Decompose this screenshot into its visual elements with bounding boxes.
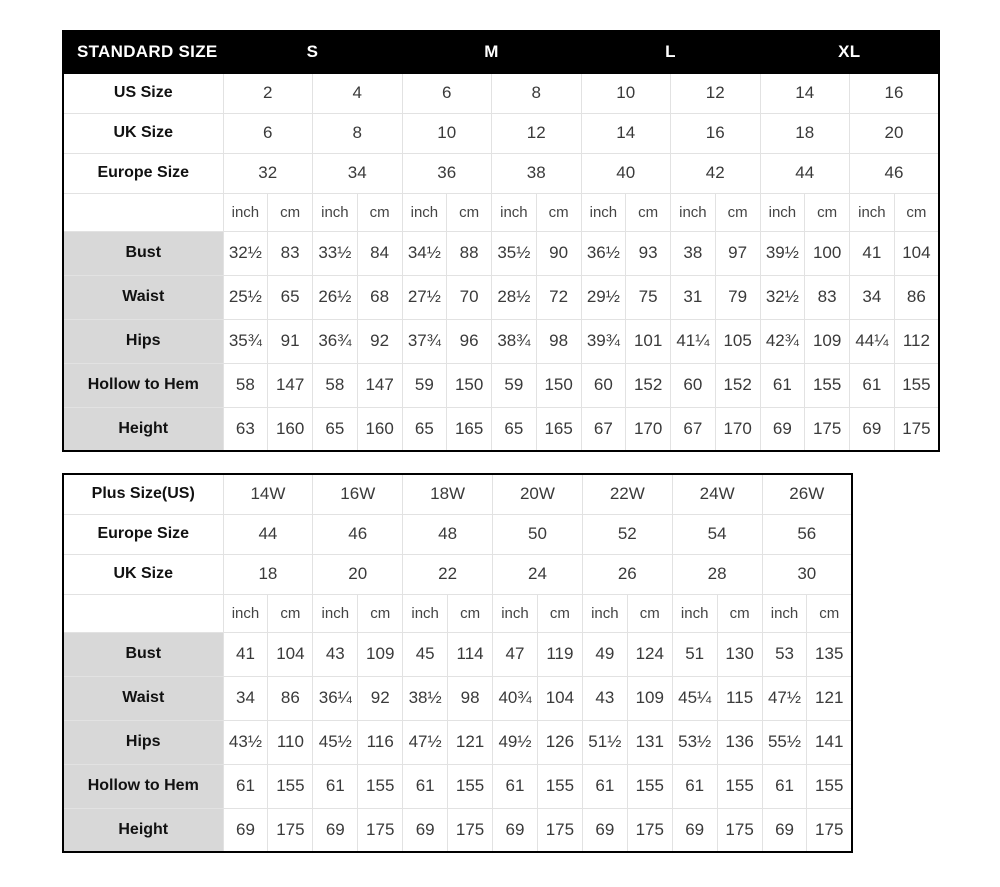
measurement-value: 130 (717, 632, 762, 676)
measurement-value: 83 (805, 275, 850, 319)
measurement-value: 34 (223, 676, 268, 720)
size-value: 50 (493, 514, 583, 554)
size-value: 6 (402, 73, 492, 113)
unit-cm-label: cm (627, 594, 672, 632)
size-value: 32 (223, 153, 313, 193)
size-value: 28 (672, 554, 762, 594)
unit-inch-label: inch (223, 594, 268, 632)
measurement-value: 70 (447, 275, 492, 319)
row-label: UK Size (63, 554, 223, 594)
measurement-value: 32½ (223, 231, 268, 275)
size-value: 26 (582, 554, 672, 594)
size-value: 46 (313, 514, 403, 554)
unit-inch-label: inch (850, 193, 895, 231)
measurement-value: 84 (357, 231, 402, 275)
size-row (63, 514, 852, 554)
size-value: 16 (671, 113, 761, 153)
empty-corner-cell (63, 193, 223, 231)
unit-inch-label: inch (313, 193, 358, 231)
measurement-value: 69 (760, 407, 805, 451)
measurement-value: 98 (536, 319, 581, 363)
measurement-label: Hips (63, 319, 223, 363)
measurement-value: 175 (894, 407, 939, 451)
size-value: 52 (582, 514, 672, 554)
measurement-value: 121 (807, 676, 852, 720)
measurement-value: 79 (715, 275, 760, 319)
size-group-header: M (402, 31, 581, 73)
measurement-value: 36¾ (313, 319, 358, 363)
measurement-value: 61 (760, 363, 805, 407)
size-group-header: XL (760, 31, 939, 73)
measurement-value: 31 (671, 275, 716, 319)
measurement-value: 59 (402, 363, 447, 407)
measurement-value: 61 (493, 764, 538, 808)
measurement-row (63, 319, 939, 363)
measurement-value: 63 (223, 407, 268, 451)
measurement-value: 53½ (672, 720, 717, 764)
unit-inch-label: inch (760, 193, 805, 231)
measurement-value: 97 (715, 231, 760, 275)
measurement-value: 155 (807, 764, 852, 808)
measurement-row (63, 632, 852, 676)
unit-inch-label: inch (492, 193, 537, 231)
measurement-value: 69 (672, 808, 717, 852)
measurement-value: 147 (357, 363, 402, 407)
size-value: 10 (402, 113, 492, 153)
plus-size-table (62, 473, 853, 853)
measurement-value: 27½ (402, 275, 447, 319)
measurement-value: 65 (313, 407, 358, 451)
measurement-value: 96 (447, 319, 492, 363)
measurement-value: 69 (850, 407, 895, 451)
size-value: 6 (223, 113, 313, 153)
measurement-value: 175 (537, 808, 582, 852)
row-label: UK Size (63, 113, 223, 153)
measurement-value: 34 (850, 275, 895, 319)
measurement-value: 104 (894, 231, 939, 275)
measurement-value: 155 (627, 764, 672, 808)
measurement-row (63, 676, 852, 720)
measurement-value: 109 (627, 676, 672, 720)
measurement-value: 75 (626, 275, 671, 319)
size-value: 24W (672, 474, 762, 514)
measurement-value: 61 (313, 764, 358, 808)
unit-cm-label: cm (448, 594, 493, 632)
unit-cm-label: cm (536, 193, 581, 231)
measurement-value: 47½ (403, 720, 448, 764)
size-value: 14W (223, 474, 313, 514)
measurement-value: 155 (268, 764, 313, 808)
size-value: 8 (492, 73, 582, 113)
size-value: 18W (403, 474, 493, 514)
size-value: 38 (492, 153, 582, 193)
unit-cm-label: cm (894, 193, 939, 231)
measurement-value: 126 (537, 720, 582, 764)
measurement-row (63, 764, 852, 808)
measurement-value: 175 (358, 808, 403, 852)
measurement-value: 61 (223, 764, 268, 808)
measurement-value: 141 (807, 720, 852, 764)
measurement-value: 61 (762, 764, 807, 808)
size-value: 54 (672, 514, 762, 554)
measurement-value: 41¼ (671, 319, 716, 363)
measurement-value: 47½ (762, 676, 807, 720)
measurement-value: 86 (894, 275, 939, 319)
measurement-value: 121 (448, 720, 493, 764)
size-value: 2 (223, 73, 313, 113)
measurement-value: 35¾ (223, 319, 268, 363)
measurement-value: 155 (358, 764, 403, 808)
size-value: 40 (581, 153, 671, 193)
measurement-value: 165 (536, 407, 581, 451)
measurement-label: Height (63, 407, 223, 451)
measurement-value: 155 (537, 764, 582, 808)
measurement-value: 92 (357, 319, 402, 363)
measurement-value: 155 (894, 363, 939, 407)
measurement-row (63, 720, 852, 764)
measurement-value: 104 (537, 676, 582, 720)
measurement-value: 61 (850, 363, 895, 407)
measurement-value: 32½ (760, 275, 805, 319)
measurement-value: 51½ (582, 720, 627, 764)
measurement-value: 155 (805, 363, 850, 407)
measurement-value: 67 (671, 407, 716, 451)
size-value: 22 (403, 554, 493, 594)
unit-cm-label: cm (805, 193, 850, 231)
unit-cm-label: cm (268, 193, 313, 231)
size-value: 34 (313, 153, 403, 193)
measurement-value: 65 (492, 407, 537, 451)
measurement-value: 170 (715, 407, 760, 451)
measurement-value: 61 (403, 764, 448, 808)
measurement-value: 83 (268, 231, 313, 275)
size-value: 44 (223, 514, 313, 554)
row-label: US Size (63, 73, 223, 113)
size-value: 36 (402, 153, 492, 193)
unit-inch-label: inch (223, 193, 268, 231)
measurement-value: 51 (672, 632, 717, 676)
measurement-value: 43 (582, 676, 627, 720)
measurement-value: 92 (358, 676, 403, 720)
measurement-value: 38 (671, 231, 716, 275)
unit-cm-label: cm (807, 594, 852, 632)
measurement-value: 175 (805, 407, 850, 451)
measurement-value: 69 (403, 808, 448, 852)
size-value: 16 (850, 73, 940, 113)
measurement-value: 105 (715, 319, 760, 363)
size-row (63, 554, 852, 594)
measurement-value: 60 (671, 363, 716, 407)
unit-inch-label: inch (493, 594, 538, 632)
measurement-value: 67 (581, 407, 626, 451)
size-row (63, 113, 939, 153)
measurement-value: 101 (626, 319, 671, 363)
measurement-row (63, 231, 939, 275)
measurement-value: 36½ (581, 231, 626, 275)
measurement-value: 175 (448, 808, 493, 852)
size-value: 12 (671, 73, 761, 113)
measurement-value: 124 (627, 632, 672, 676)
measurement-value: 49½ (493, 720, 538, 764)
measurement-value: 155 (717, 764, 762, 808)
measurement-value: 41 (850, 231, 895, 275)
measurement-label: Hips (63, 720, 223, 764)
row-label: Plus Size(US) (63, 474, 223, 514)
size-value: 18 (760, 113, 850, 153)
unit-cm-label: cm (717, 594, 762, 632)
measurement-value: 44¼ (850, 319, 895, 363)
size-value: 10 (581, 73, 671, 113)
unit-inch-label: inch (402, 193, 447, 231)
measurement-value: 35½ (492, 231, 537, 275)
size-value: 12 (492, 113, 582, 153)
measurement-label: Waist (63, 275, 223, 319)
measurement-value: 104 (268, 632, 313, 676)
size-value: 20 (313, 554, 403, 594)
measurement-value: 45½ (313, 720, 358, 764)
measurement-value: 69 (313, 808, 358, 852)
measurement-value: 170 (626, 407, 671, 451)
measurement-value: 165 (447, 407, 492, 451)
size-value: 20 (850, 113, 940, 153)
measurement-value: 61 (672, 764, 717, 808)
measurement-label: Waist (63, 676, 223, 720)
measurement-value: 69 (582, 808, 627, 852)
size-value: 16W (313, 474, 403, 514)
measurement-row (63, 275, 939, 319)
size-row (63, 153, 939, 193)
header-title: STANDARD SIZE (63, 31, 223, 73)
size-value: 8 (313, 113, 403, 153)
size-row (63, 474, 852, 514)
unit-inch-label: inch (581, 193, 626, 231)
measurement-value: 38¾ (492, 319, 537, 363)
measurement-value: 175 (627, 808, 672, 852)
size-value: 56 (762, 514, 852, 554)
measurement-value: 42¾ (760, 319, 805, 363)
unit-inch-label: inch (762, 594, 807, 632)
measurement-value: 147 (268, 363, 313, 407)
unit-row (63, 193, 939, 231)
measurement-value: 69 (762, 808, 807, 852)
size-value: 42 (671, 153, 761, 193)
measurement-value: 119 (537, 632, 582, 676)
unit-cm-label: cm (268, 594, 313, 632)
unit-cm-label: cm (715, 193, 760, 231)
measurement-label: Hollow to Hem (63, 764, 223, 808)
measurement-value: 91 (268, 319, 313, 363)
size-value: 30 (762, 554, 852, 594)
measurement-value: 39½ (760, 231, 805, 275)
measurement-value: 38½ (403, 676, 448, 720)
unit-cm-label: cm (447, 193, 492, 231)
measurement-value: 26½ (313, 275, 358, 319)
size-value: 22W (582, 474, 672, 514)
unit-row (63, 594, 852, 632)
size-group-header: S (223, 31, 402, 73)
measurement-value: 58 (223, 363, 268, 407)
measurement-value: 33½ (313, 231, 358, 275)
measurement-value: 43 (313, 632, 358, 676)
measurement-value: 41 (223, 632, 268, 676)
measurement-value: 110 (268, 720, 313, 764)
measurement-value: 150 (447, 363, 492, 407)
measurement-row (63, 363, 939, 407)
size-value: 44 (760, 153, 850, 193)
measurement-value: 58 (313, 363, 358, 407)
measurement-value: 36¼ (313, 676, 358, 720)
measurement-value: 115 (717, 676, 762, 720)
measurement-value: 25½ (223, 275, 268, 319)
unit-cm-label: cm (626, 193, 671, 231)
measurement-value: 114 (448, 632, 493, 676)
measurement-value: 150 (536, 363, 581, 407)
measurement-value: 175 (268, 808, 313, 852)
measurement-value: 160 (268, 407, 313, 451)
unit-inch-label: inch (672, 594, 717, 632)
measurement-value: 100 (805, 231, 850, 275)
measurement-value: 61 (582, 764, 627, 808)
measurement-value: 53 (762, 632, 807, 676)
unit-cm-label: cm (537, 594, 582, 632)
size-value: 20W (493, 474, 583, 514)
measurement-value: 152 (626, 363, 671, 407)
measurement-value: 131 (627, 720, 672, 764)
size-value: 14 (760, 73, 850, 113)
measurement-value: 112 (894, 319, 939, 363)
size-value: 18 (223, 554, 313, 594)
size-group-header: L (581, 31, 760, 73)
measurement-value: 90 (536, 231, 581, 275)
measurement-value: 37¾ (402, 319, 447, 363)
empty-corner-cell (63, 594, 223, 632)
measurement-value: 47 (493, 632, 538, 676)
measurement-value: 135 (807, 632, 852, 676)
measurement-value: 69 (223, 808, 268, 852)
measurement-value: 69 (493, 808, 538, 852)
measurement-label: Bust (63, 632, 223, 676)
measurement-value: 49 (582, 632, 627, 676)
measurement-value: 45 (403, 632, 448, 676)
measurement-value: 39¾ (581, 319, 626, 363)
measurement-value: 160 (357, 407, 402, 451)
measurement-value: 88 (447, 231, 492, 275)
size-value: 24 (493, 554, 583, 594)
unit-inch-label: inch (313, 594, 358, 632)
measurement-value: 109 (358, 632, 403, 676)
measurement-value: 45¼ (672, 676, 717, 720)
standard-size-table (62, 30, 940, 452)
measurement-row (63, 407, 939, 451)
size-value: 26W (762, 474, 852, 514)
measurement-value: 136 (717, 720, 762, 764)
unit-inch-label: inch (403, 594, 448, 632)
measurement-value: 175 (807, 808, 852, 852)
measurement-value: 29½ (581, 275, 626, 319)
size-value: 48 (403, 514, 493, 554)
unit-cm-label: cm (357, 193, 402, 231)
measurement-value: 59 (492, 363, 537, 407)
measurement-value: 68 (357, 275, 402, 319)
size-value: 4 (313, 73, 403, 113)
row-label: Europe Size (63, 153, 223, 193)
measurement-value: 98 (448, 676, 493, 720)
unit-inch-label: inch (582, 594, 627, 632)
measurement-value: 86 (268, 676, 313, 720)
measurement-value: 72 (536, 275, 581, 319)
size-value: 14 (581, 113, 671, 153)
measurement-value: 175 (717, 808, 762, 852)
size-row (63, 73, 939, 113)
measurement-value: 40¾ (493, 676, 538, 720)
measurement-label: Hollow to Hem (63, 363, 223, 407)
measurement-value: 43½ (223, 720, 268, 764)
measurement-value: 34½ (402, 231, 447, 275)
size-value: 46 (850, 153, 940, 193)
measurement-row (63, 808, 852, 852)
measurement-value: 55½ (762, 720, 807, 764)
measurement-value: 109 (805, 319, 850, 363)
measurement-label: Height (63, 808, 223, 852)
measurement-value: 116 (358, 720, 403, 764)
table-header-bar (63, 31, 939, 73)
measurement-label: Bust (63, 231, 223, 275)
row-label: Europe Size (63, 514, 223, 554)
measurement-value: 60 (581, 363, 626, 407)
measurement-value: 65 (268, 275, 313, 319)
measurement-value: 28½ (492, 275, 537, 319)
measurement-value: 93 (626, 231, 671, 275)
measurement-value: 155 (448, 764, 493, 808)
measurement-value: 152 (715, 363, 760, 407)
measurement-value: 65 (402, 407, 447, 451)
unit-inch-label: inch (671, 193, 716, 231)
unit-cm-label: cm (358, 594, 403, 632)
